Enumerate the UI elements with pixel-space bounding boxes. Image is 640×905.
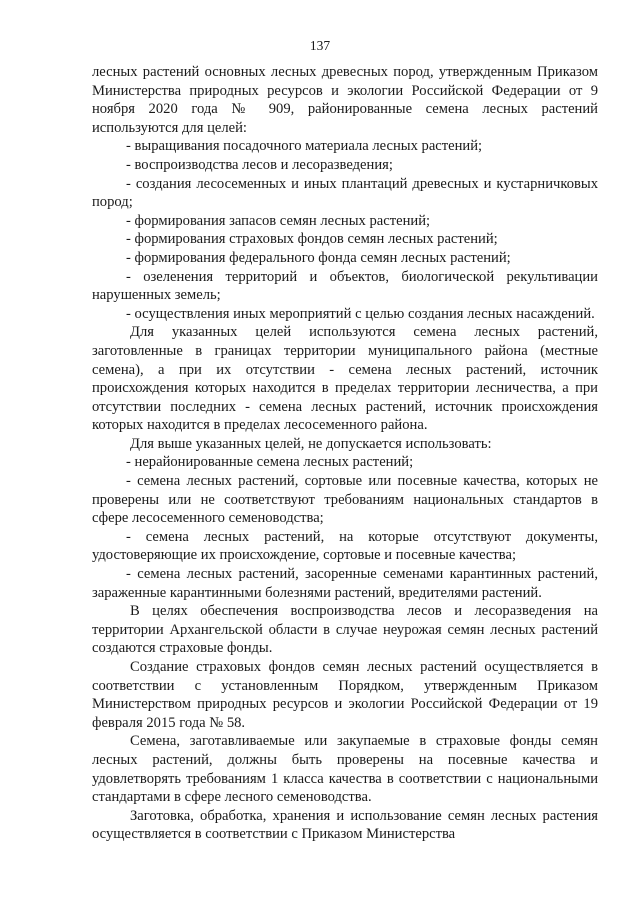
paragraph: В целях обеспечения воспроизводства лесов и лесоразведения на территории Архангельской области в случае неурожая семян лесных растений создаются страховые фонды.: [92, 603, 598, 657]
paragraph: лесных растений основных лесных древесных пород, утвержденным Приказом Министерства природных ресурсов и экологии Российской Федерации от 9 ноября 2020 года № 909, районированные семена лесных растений используются для целей:: [92, 64, 598, 136]
list-item: - нерайонированные семена лесных растений;: [126, 454, 414, 471]
list-item: - формирования запасов семян лесных растений;: [126, 212, 431, 229]
list-item: - формирования федерального фонда семян лесных растений;: [126, 249, 511, 266]
list-item: - создания лесосеменных и иных плантаций древесных и кустарничковых пород;: [92, 175, 598, 211]
paragraph: Для выше указанных целей, не допускается использовать:: [130, 435, 492, 452]
document-body: [92, 63, 598, 844]
paragraph: Создание страховых фондов семян лесных растений осуществляется в соответствии с установленным Порядком, утвержденным Приказом Министерством природных ресурсов и экологии Российской Федерации от 19 февраля 2015 года № 58.: [92, 659, 598, 731]
list-item: - выращивания посадочного материала лесных растений;: [126, 138, 483, 155]
paragraph: Заготовка, обработка, хранения и использование семян лесных растения осуществляется в соответствии с Приказом Министерства: [92, 807, 598, 843]
paragraph: Для указанных целей используются семена лесных растений, заготовленные в границах территории муниципального района (местные семена), а при их отсутствии - семена лесных растений, источник происхождения которых находится в пределах территории лесничества, а при отсутствии последних - семена лесных растений, источник происхождения которых находится в пределах лесосеменного района.: [92, 324, 598, 434]
list-item: - формирования страховых фондов семян лесных растений;: [126, 231, 498, 248]
page-number: 137: [309, 38, 331, 53]
list-item: - семена лесных растений, сортовые или посевные качества, которых не проверены или не соответствуют требованиям национальных стандартов в сфере лесосеменного семеноводства;: [92, 473, 598, 527]
list-item: - осуществления иных мероприятий с целью создания лесных насаждений.: [126, 305, 595, 322]
paragraph: Семена, заготавливаемые или закупаемые в страховые фонды семян лесных растений, должны быть проверены на посевные качества и удовлетворять требованиям 1 класса качества в соответствии с национальными стандартами в сфере лесного семеноводства.: [92, 733, 598, 806]
list-item: - озеленения территорий и объектов, биологической рекультивации нарушенных земель;: [92, 268, 598, 304]
list-item: - семена лесных растений, на которые отсутствуют документы, удостоверяющие их происхождение, сортовые и посевные качества;: [92, 528, 598, 564]
list-item: - воспроизводства лесов и лесоразведения;: [126, 156, 393, 173]
list-item: - семена лесных растений, засоренные семенами карантинных растений, зараженные карантинными болезнями растений, вредителями растений.: [92, 566, 598, 601]
